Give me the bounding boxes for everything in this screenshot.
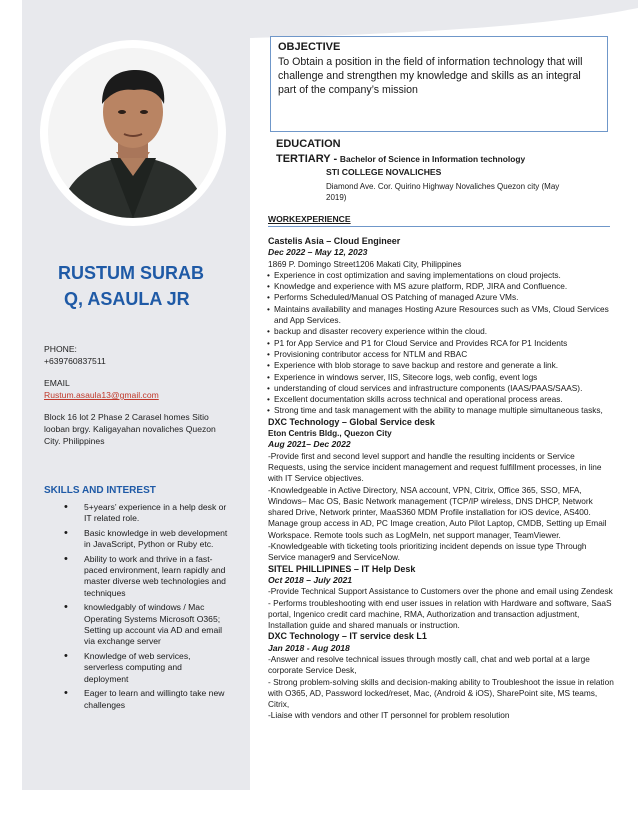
objective-title: OBJECTIVE	[278, 41, 341, 53]
name-line-1: RUSTUM SURAB	[58, 263, 204, 283]
job-duty: • backup and disaster recovery experience within the cloud.	[268, 326, 614, 337]
education-degree: Bachelor of Science in Information technology	[339, 154, 526, 164]
education-address: Diamond Ave. Cor. Quirino Highway Novaliches Quezon city (May 2019)	[326, 182, 560, 202]
job-location: Eton Centris Bldg., Quezon City	[268, 429, 392, 439]
skill-item: • Eager to learn and willingto take new challenges	[64, 688, 228, 711]
job-duty: - Strong problem-solving skills and decision-making ability to Troubleshoot the issue in relation with O365, AD, Password locked/reset, Mac, (Android & iOS), SharePoint site, MS teams, Citrix,	[268, 676, 614, 710]
education-degree-line	[276, 153, 525, 165]
job-duty: • Experience in cost optimization and saving implementations on cloud projects.	[268, 270, 614, 281]
phone-label: PHONE:	[44, 344, 77, 354]
skill-item: • Basic knowledge in web development in JavaScript, Python or Ruby etc.	[64, 528, 228, 551]
job-duty: -Provide Technical Support Assistance to Customers over the phone and email using Zendesk	[268, 586, 613, 597]
name-line-2: Q, ASAULA JR	[64, 289, 190, 309]
work-experience-list	[268, 236, 614, 722]
skill-item: • 5+years’ experience in a help desk or IT related role.	[64, 502, 228, 525]
job-title: DXC Technology – Global Service desk	[268, 416, 435, 427]
job-duty: -Provide first and second level support and handle the resulting incidents or Service Requests, using the service incident management and request fulfillment processes, in line with IT Service objectives.	[268, 450, 602, 484]
job-duty: • Experience in windows server, IIS, Sitecore logs, web config, event logs	[268, 372, 614, 383]
job-duty: • understanding of cloud services and infrastructure components (IAAS/PAAS/SAAS).	[268, 383, 614, 394]
work-experience-title: WORKEXPERIENCE	[268, 214, 351, 224]
job-dates: Oct 2018 – July 2021	[268, 574, 353, 585]
job-dates: Aug 2021– Dec 2022	[268, 439, 351, 450]
objective-text: To Obtain a position in the field of information technology that will challenge and strengthen my knowledge and skills as an integral part of the company’s mission	[278, 56, 583, 96]
job-duty: • Performs Scheduled/Manual OS Patching of managed Azure VMs.	[268, 292, 614, 303]
job-duty: • Excellent documentation skills across technical and operational process areas.	[268, 394, 614, 405]
job-title: SITEL PHILLIPINES – IT Help Desk	[268, 563, 416, 574]
email-link[interactable]: Rustum.asaula13@gmail.com	[44, 390, 159, 400]
job-duty: • Knowledge and experience with MS azure platform, RDP, JIRA and Confluence.	[268, 281, 614, 292]
job-location: 1869 P. Domingo Street1206 Makati City, Philippines	[268, 258, 462, 269]
job-title: Castelis Asia – Cloud Engineer	[268, 236, 401, 246]
education-school: STI COLLEGE NOVALICHES	[326, 167, 442, 177]
education-title: EDUCATION	[276, 138, 341, 150]
job-duty: • Experience with blob storage to save backup and restore and generate a link.	[268, 360, 614, 371]
skill-item: • Ability to work and thrive in a fast-paced environment, learn rapidly and master diverse web technologies and techniques	[64, 554, 228, 600]
job-duty: -Knowledgeable with ticketing tools prioritizing incident depends on issue type Through Service manager9 and ServiceNow.	[268, 541, 587, 563]
skills-list	[64, 502, 228, 714]
email-label: EMAIL	[44, 378, 70, 388]
skill-item: • knowledgably of windows / Mac Operating Systems Microsoft O365; Setting up account via AD and email via exchange server	[64, 602, 228, 648]
skills-title: SKILLS AND INTEREST	[44, 485, 156, 496]
job-duty: -Answer and resolve technical issues through mostly call, chat and web portal at a large corporate Service Desk,	[268, 653, 590, 676]
job-duty: • P1 for App Service and P1 for Cloud Service and Provides RCA for P1 Incidents	[268, 338, 614, 349]
section-divider	[268, 226, 610, 227]
candidate-name	[58, 260, 204, 312]
header-curve-decoration	[250, 0, 638, 38]
skill-item: • Knowledge of web services, serverless computing and deployment	[64, 651, 228, 685]
education-level: TERTIARY -	[276, 153, 338, 165]
home-address: Block 16 lot 2 Phase 2 Carasel homes Sitio looban brgy. Kaligayahan novaliches Quezon City. Philippines	[44, 412, 216, 446]
job-duty: -Knowledgeable in Active Directory, NSA account, VPN, Citrix, Office 365, SSO, MFA, Windows– Mac OS, Basic Network management (TCP/IP wireless, DNS DHCP, Network shared Drive, Network printer, MaaS360 MDM Profile installation for iOS device, AS400. Manage group access in AD, PC Image creation, Auto Pilot Laptop, CMDB, Setting up Email Workspace. Remote tools such as LogMeIn, net support manager, TeamViewer.	[268, 484, 607, 540]
job-duty: -Liaise with vendors and other IT personnel for problem resolution	[268, 710, 510, 721]
job-dates: Jan 2018 - Aug 2018	[268, 642, 350, 653]
profile-photo	[48, 48, 218, 218]
job-title: DXC Technology – IT service desk L1	[268, 631, 427, 642]
job-duty: • Strong time and task management with the ability to manage multiple simultaneous tasks,	[268, 405, 614, 416]
job-duty: • Maintains availability and manages Hosting Azure Resources such as VMs, Cloud Services and App Services.	[268, 304, 614, 327]
job-duty: • Provisioning contributor access for NTLM and RBAC	[268, 349, 614, 360]
job-dates: Dec 2022 – May 12, 2023	[268, 247, 368, 258]
job-duty: - Performs troubleshooting with end user issues in relation with Hardware and software, SaaS portal, Ingenico credit card machine, RMA, Authorization and transaction adjustment, Installation guide and shared manuals or instruction.	[268, 597, 612, 631]
phone-number: +639760837511	[44, 356, 106, 366]
